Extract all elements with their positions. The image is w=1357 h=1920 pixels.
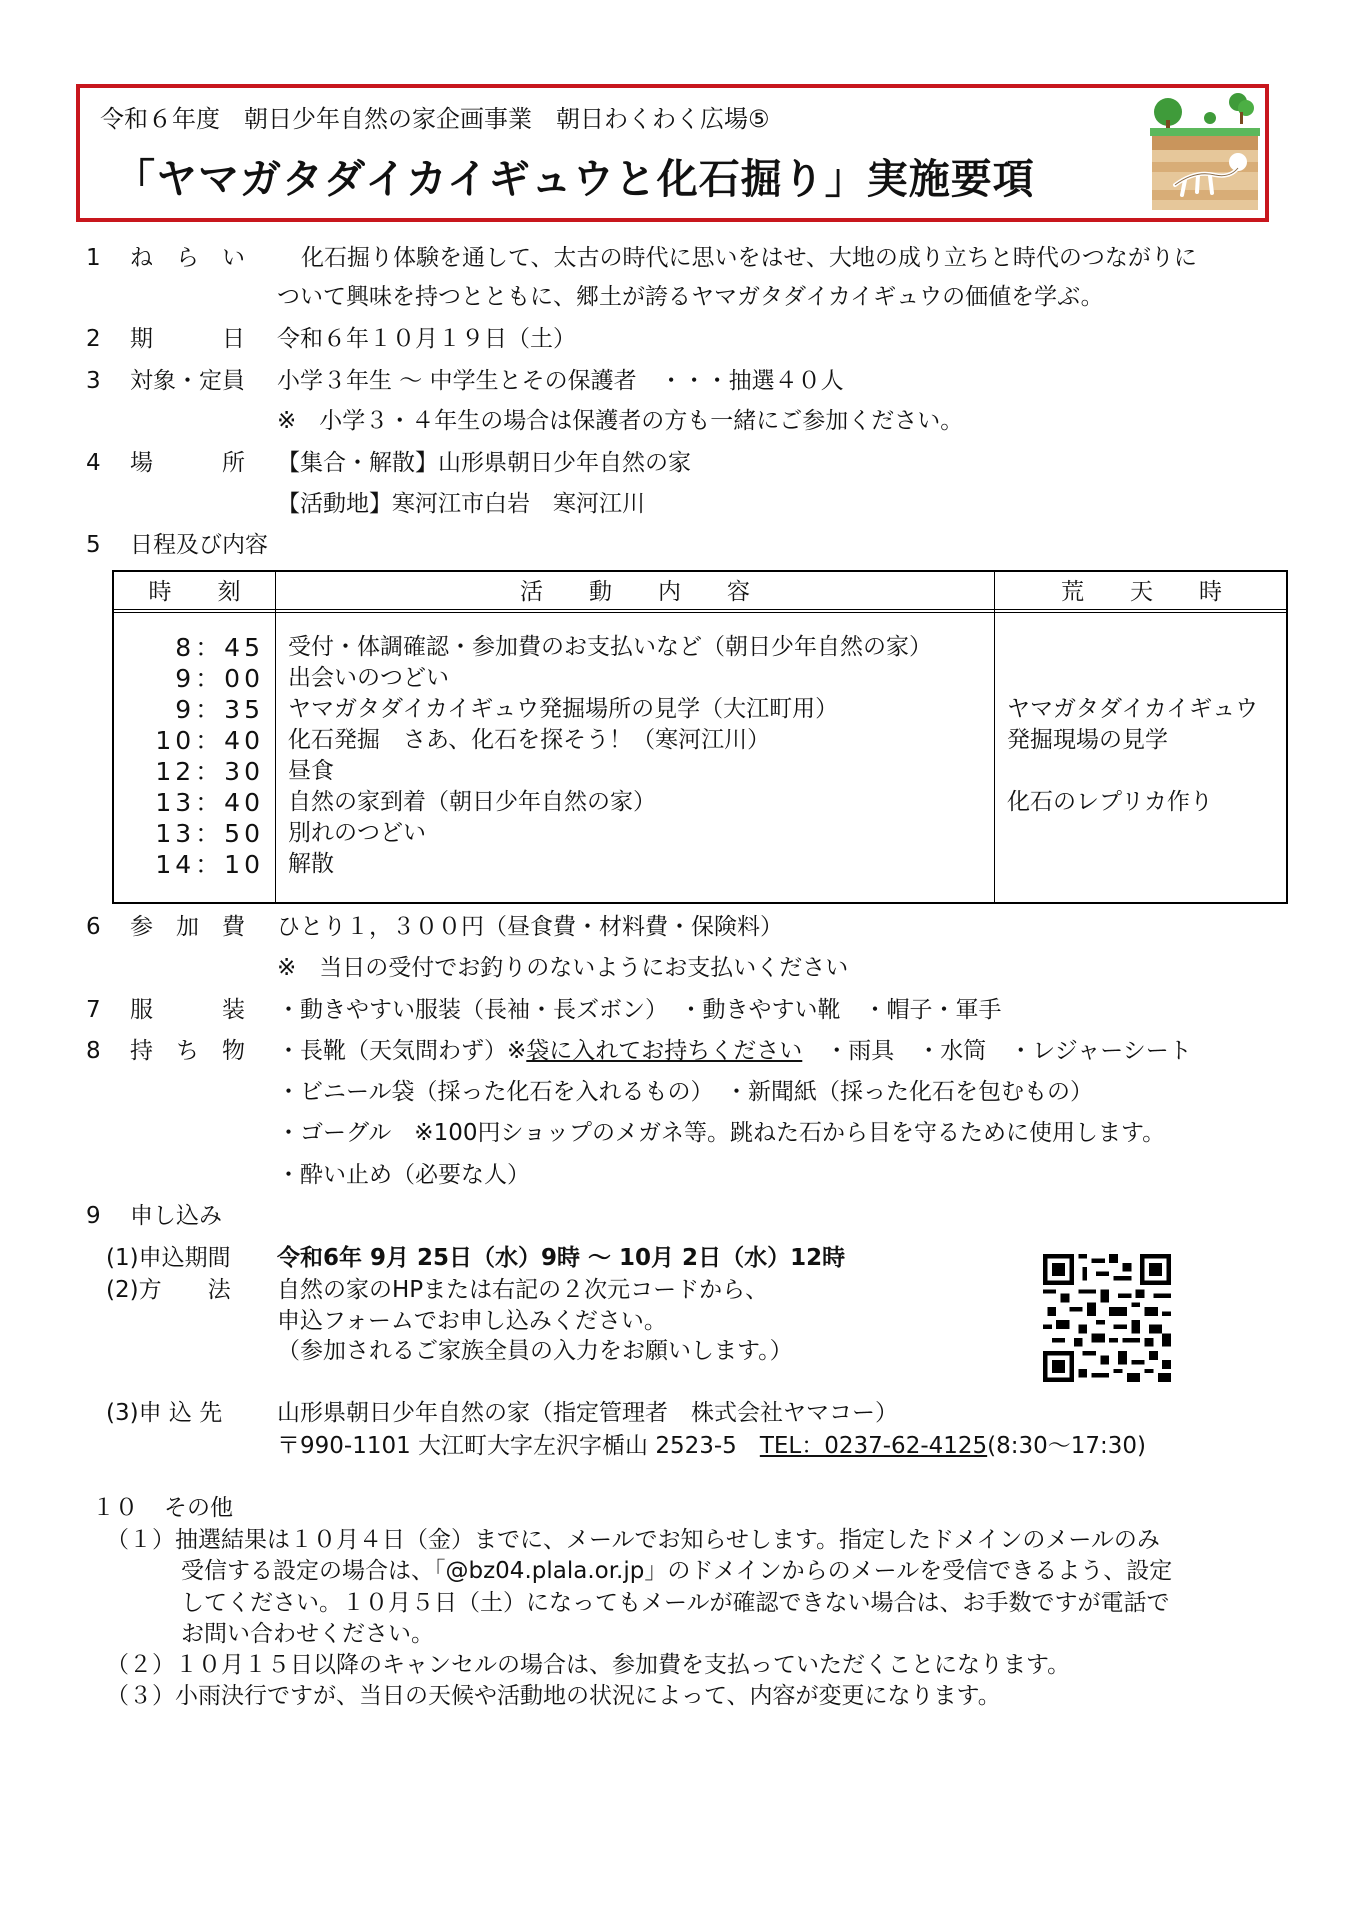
section-number: 1 — [86, 245, 101, 271]
section-number: 8 — [86, 1038, 101, 1064]
schedule-activity: 受付・体調確認・参加費のお支払いなど（朝日少年自然の家） — [288, 634, 932, 660]
schedule-table — [112, 570, 1288, 904]
section-label-place: 場 所 — [130, 450, 245, 476]
section-label-fee: 参 加 費 — [130, 914, 245, 940]
section-label-date: 期 日 — [130, 326, 245, 352]
schedule-rain: 発掘現場の見学 — [1007, 727, 1168, 753]
belongings-line: ・酔い止め（必要な人） — [277, 1162, 530, 1188]
section-number: 6 — [86, 914, 101, 940]
section-label-other: その他 — [164, 1495, 233, 1521]
date-value: 令和６年１０月１９日（土） — [277, 326, 576, 352]
header-subtitle: 令和６年度 朝日少年自然の家企画事業 朝日わくわく広場⑤ — [100, 105, 770, 133]
schedule-time: 10：40 — [155, 726, 264, 755]
schedule-activity: 別れのつどい — [288, 820, 426, 846]
section-number: 3 — [86, 368, 101, 394]
aim-text: ついて興味を持つとともに、郷土が誇るヤマガタダイカイギュウの価値を学ぶ。 — [277, 284, 1104, 310]
schedule-time: 14：10 — [155, 850, 264, 879]
aim-text: 化石掘り体験を通して、太古の時代に思いをはせ、大地の成り立ちと時代のつながりに — [301, 245, 1197, 271]
apply-method-text: 申込フォームでお申し込みください。 — [277, 1308, 667, 1334]
section-number: 5 — [86, 532, 101, 558]
schedule-activity: 化石発掘 さあ、化石を探そう！（寒河江川） — [288, 727, 771, 753]
schedule-activity: 出会いのつどい — [288, 665, 449, 691]
apply-tel[interactable]: TEL：0237-62-4125 — [759, 1433, 988, 1459]
belongings-line — [277, 1036, 1192, 1066]
qr-code-icon[interactable] — [1043, 1254, 1171, 1382]
apply-method-label: (2)方 法 — [106, 1277, 231, 1303]
belongings-bag-note: 袋に入れてお持ちください — [526, 1038, 803, 1064]
fee-value: ひとり１，３００円（昼食費・材料費・保険料） — [277, 914, 783, 940]
apply-to-org: 山形県朝日少年自然の家（指定管理者 株式会社ヤマコー） — [277, 1400, 898, 1426]
section-number: １０ — [92, 1495, 138, 1521]
place-activity: 【活動地】寒河江市白岩 寒河江川 — [277, 491, 645, 517]
schedule-activity: 昼食 — [288, 758, 334, 784]
schedule-time: 13：40 — [155, 788, 264, 817]
table-header-time: 時 刻 — [148, 579, 241, 605]
apply-hours: (8:30～17:30) — [987, 1433, 1147, 1459]
belongings-line: ・ゴーグル ※100円ショップのメガネ等。跳ねた石から目を守るために使用します。 — [277, 1120, 1166, 1146]
schedule-time: 8：45 — [175, 633, 264, 662]
apply-address: 〒990-1101 大江町大字左沢字楯山 2523-5 — [277, 1433, 737, 1459]
apply-method-text: （参加されるご家族全員の入力をお願いします。） — [277, 1338, 793, 1364]
schedule-time: 13：50 — [155, 819, 264, 848]
belongings-rest: ・雨具 ・水筒 ・レジャーシート — [802, 1038, 1192, 1064]
apply-to-label: (3)申 込 先 — [106, 1400, 223, 1426]
other-item: （２）１０月１５日以降のキャンセルの場合は、参加費を支払っていただくことになります。 — [106, 1652, 1071, 1678]
section-label-clothing: 服 装 — [130, 997, 245, 1023]
other-item: （３）小雨決行ですが、当日の天候や活動地の状況によって、内容が変更になります。 — [106, 1683, 1001, 1709]
section-number: 2 — [86, 326, 101, 352]
section-label-aim: ね ら い — [130, 245, 245, 271]
page-title: 「ヤマガタダイカイギュウと化石掘り」実施要項 — [114, 155, 1035, 203]
apply-period-value: 令和6年 9月 25日（水）9時 ～ 10月 2日（水）12時 — [277, 1245, 846, 1271]
schedule-activity: ヤマガタダイカイギュウ発掘場所の見学（大江町用） — [288, 696, 839, 722]
schedule-rain: 化石のレプリカ作り — [1007, 789, 1213, 815]
section-label-schedule: 日程及び内容 — [130, 532, 268, 558]
table-header-activity: 活 動 内 容 — [520, 579, 750, 605]
section-label-belongings: 持 ち 物 — [130, 1038, 245, 1064]
schedule-time: 12：30 — [155, 757, 264, 786]
apply-to-contact — [277, 1431, 1146, 1461]
clothing-value: ・動きやすい服装（長袖・長ズボン） ・動きやすい靴 ・帽子・軍手 — [277, 997, 1002, 1023]
fossil-dig-illustration-icon — [1150, 90, 1260, 214]
apply-period-label: (1)申込期間 — [106, 1245, 231, 1271]
section-number: 7 — [86, 997, 101, 1023]
table-header-rain: 荒 天 時 — [1061, 579, 1222, 605]
section-label-target: 対象・定員 — [130, 368, 245, 394]
section-label-apply: 申し込み — [130, 1203, 222, 1229]
section-number: 9 — [86, 1203, 101, 1229]
schedule-rain: ヤマガタダイカイギュウ — [1007, 696, 1259, 722]
belongings-boots: ・長靴（天気問わず）※ — [277, 1038, 527, 1064]
other-item: （１）抽選結果は１０月４日（金）までに、メールでお知らせします。指定したドメインのメールのみ — [106, 1527, 1160, 1553]
schedule-activity: 自然の家到着（朝日少年自然の家） — [288, 789, 656, 815]
fee-note: ※ 当日の受付でお釣りのないようにお支払いください — [277, 955, 849, 981]
schedule-time: 9：00 — [175, 664, 264, 693]
other-item: 受信する設定の場合は、「@bz04.plala.or.jp」のドメインからのメールを受信できるよう、設定 — [181, 1558, 1173, 1584]
other-item: してください。１０月５日（土）になってもメールが確認できない場合は、お手数ですが電話で — [181, 1590, 1170, 1616]
belongings-line: ・ビニール袋（採った化石を入れるもの） ・新聞紙（採った化石を包むもの） — [277, 1079, 1094, 1105]
target-value: 小学３年生 ～ 中学生とその保護者 ・・・抽選４０人 — [277, 368, 844, 394]
schedule-activity: 解散 — [288, 851, 334, 877]
target-note: ※ 小学３・４年生の場合は保護者の方も一緒にご参加ください。 — [277, 408, 964, 434]
other-item: お問い合わせください。 — [181, 1621, 434, 1647]
schedule-time: 9：35 — [175, 695, 264, 724]
apply-method-text: 自然の家のHPまたは右記の２次元コードから、 — [277, 1277, 769, 1303]
place-meeting: 【集合・解散】山形県朝日少年自然の家 — [277, 450, 691, 476]
section-number: 4 — [86, 450, 101, 476]
